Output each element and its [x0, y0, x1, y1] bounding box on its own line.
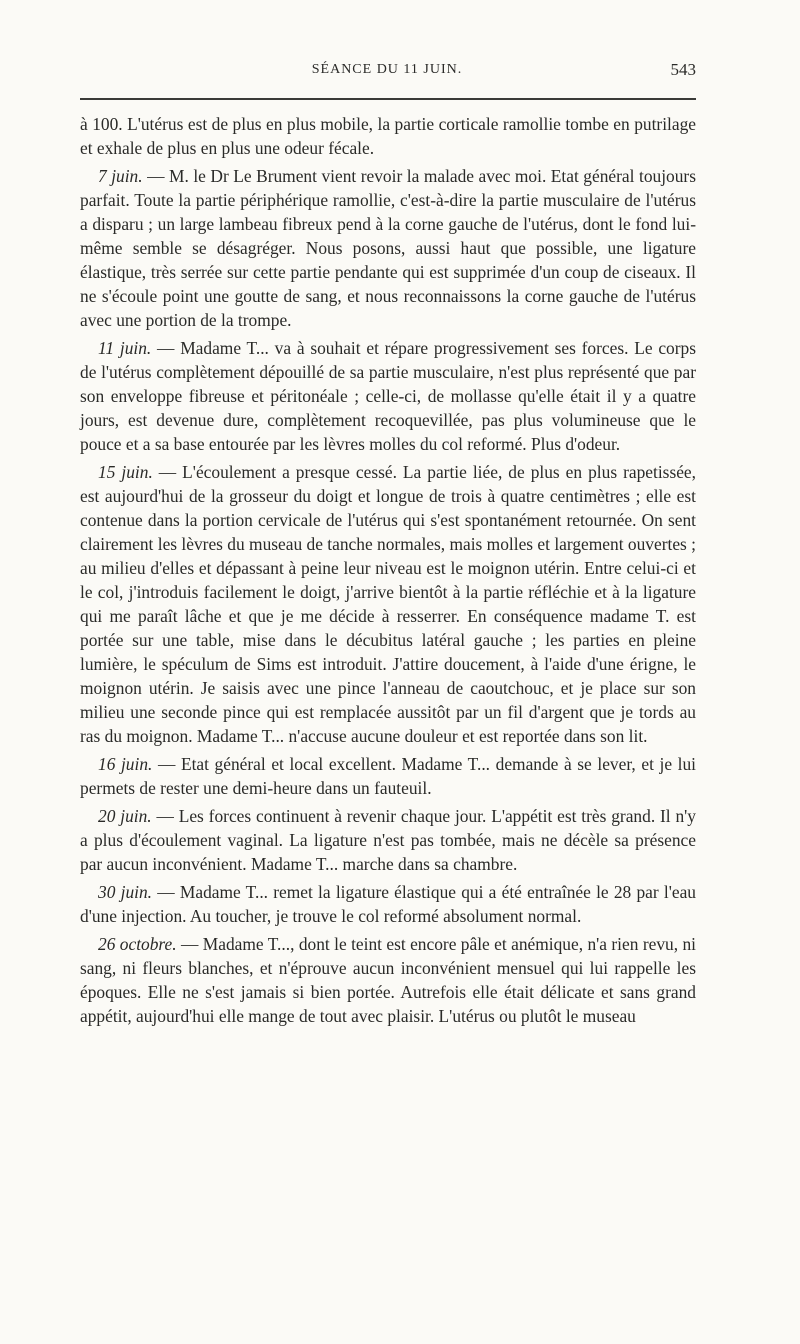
paragraph	[80, 880, 696, 928]
paragraph	[80, 752, 696, 800]
paragraph	[80, 460, 696, 748]
entry-date: 7 juin.	[98, 166, 143, 186]
paragraph-text: — L'écoulement a presque cessé. La partie liée, de plus en plus rapetissée, est aujourd'hui de la grosseur du doigt et longue de trois à quatre centimètres ; elle est contenue dans la portion cervicale de l'utérus qui s'est spontanément retournée. On sent clairement les lèvres du museau de tanche normales, mais molles et largement ouvertes ; au milieu d'elles et dépassant à peine leur niveau est le moignon utérin. Entre celui-ci et le col, j'introduis facilement le doigt, j'arrive bientôt à la partie réfléchie et à la ligature qui me paraît lâche et que je me décide à resserrer. En conséquence madame T. est portée sur une table, mise dans le décubitus latéral gauche ; les parties en pleine lumière, le spéculum de Sims est introduit. J'attire doucement, à l'aide d'une érigne, le moignon utérin. Je saisis avec une pince l'anneau de caoutchouc, et je place sur son milieu une seconde pince qui est remplacée aussitôt par un fil d'argent que je tords au ras du moignon. Madame T... n'accuse aucune douleur et est reportée dans son lit.	[80, 462, 696, 746]
entry-date: 20 juin.	[98, 806, 152, 826]
body-text	[80, 112, 696, 1032]
paragraph	[80, 932, 696, 1028]
paragraph-text: — M. le Dr Le Brument vient revoir la malade avec moi. Etat général toujours parfait. Toute la partie périphérique ramollie, c'est-à-dire la partie musculaire de l'utérus a disparu ; un large lambeau fibreux pend à la corne gauche de l'utérus, dont le fond lui-même semble se désagréger. Nous posons, aussi haut que possible, une ligature élastique, très serrée sur cette partie pendante qui est supprimée d'un coup de ciseaux. Il ne s'écoule point une goutte de sang, et nous reconnaissons la corne gauche de l'utérus avec une portion de la trompe.	[80, 166, 696, 330]
entry-date: 30 juin.	[98, 882, 153, 902]
paragraph-text: à 100. L'utérus est de plus en plus mobile, la partie corticale ramollie tombe en putrilage et exhale de plus en plus une odeur fécale.	[80, 114, 696, 158]
entry-date: 15 juin.	[98, 462, 153, 482]
paragraph	[80, 804, 696, 876]
paragraph-text: — Madame T... va à souhait et répare progressivement ses forces. Le corps de l'utérus complètement dépouillé de sa partie musculaire, n'est plus représenté que par son enveloppe fibreuse et péritonéale ; celle-ci, de mollasse qu'elle était il y a quatre jours, est devenue dure, complètement recoquevillée, pas plus volumineuse que le pouce et a sa base entourée par les lèvres molles du col reformé. Plus d'odeur.	[80, 338, 696, 454]
paragraph-text: — Madame T... remet la ligature élastique qui a été entraînée le 28 par l'eau d'une injection. Au toucher, je trouve le col reformé absolument normal.	[80, 882, 697, 926]
paragraph-text: — Les forces continuent à revenir chaque jour. L'appétit est très grand. Il n'y a plus d'écoulement vaginal. La ligature n'est pas tombée, mais ne décèle sa présence par aucun inconvénient. Madame T... marche dans sa chambre.	[80, 806, 697, 874]
header-rule	[80, 98, 696, 100]
paragraph-text: — Etat général et local excellent. Madame T... demande à se lever, et je lui permets de rester une demi-heure dans un fauteuil.	[80, 754, 697, 798]
paragraph	[80, 336, 696, 456]
paragraph-text: — Madame T..., dont le teint est encore pâle et anémique, n'a rien revu, ni sang, ni fleurs blanches, et n'éprouve aucun inconvénient mensuel qui lui rappelle les époques. Elle ne s'est jamais si bien portée. Autrefois elle était délicate et sans grand appétit, aujourd'hui elle mange de tout avec plaisir. L'utérus ou plutôt le museau	[80, 934, 696, 1026]
entry-date: 11 juin.	[98, 338, 152, 358]
page-number: 543	[670, 60, 696, 79]
entry-date: 26 octobre.	[98, 934, 177, 954]
page-header	[78, 62, 696, 84]
entry-date: 16 juin.	[98, 754, 153, 774]
paragraph	[80, 164, 696, 332]
running-title: SÉANCE DU 11 JUIN.	[311, 62, 463, 77]
paragraph	[80, 112, 696, 160]
